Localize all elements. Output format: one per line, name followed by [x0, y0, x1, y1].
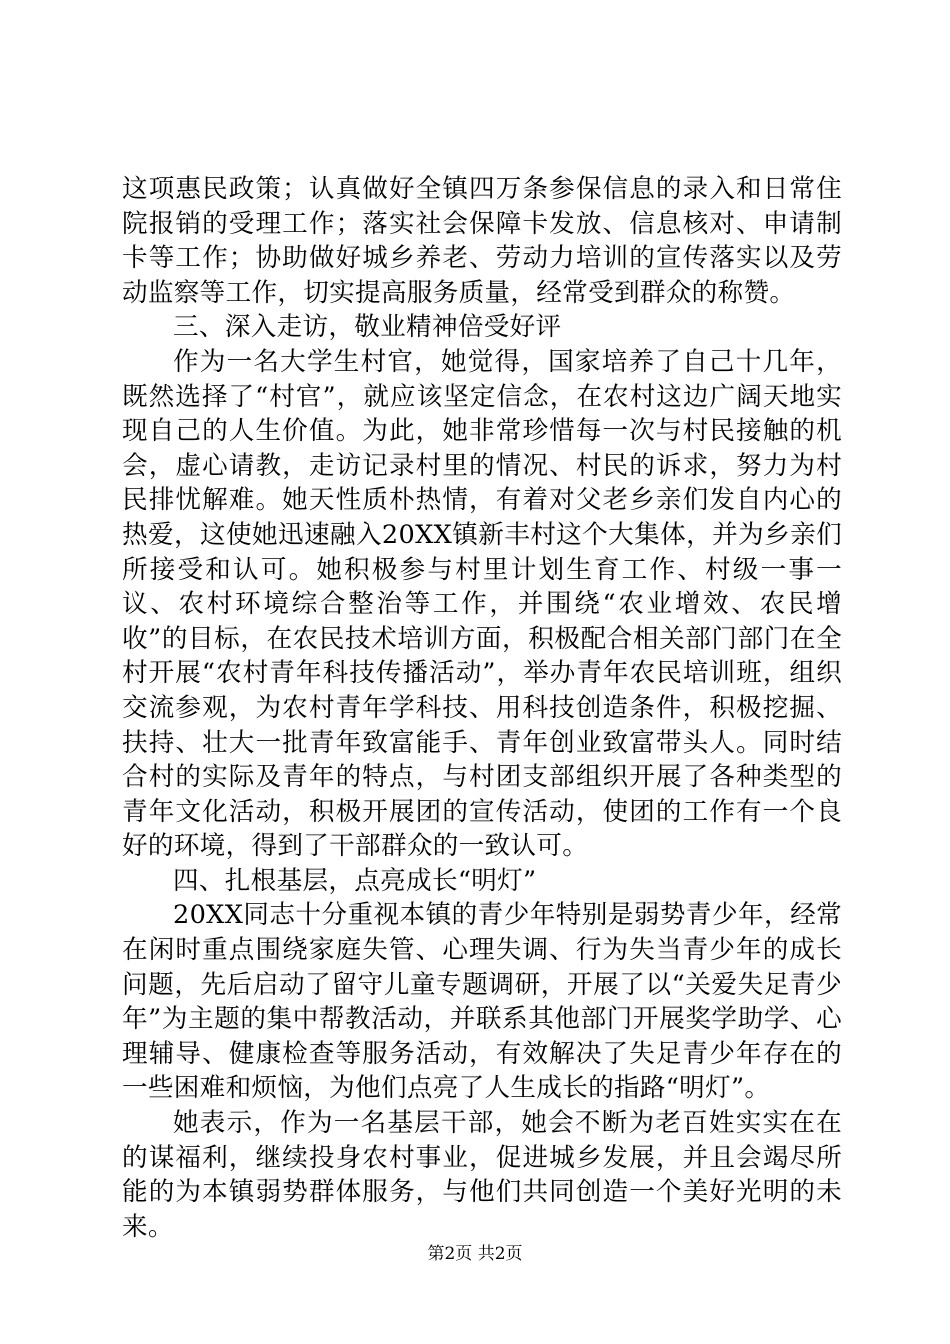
- page-number-footer: 第2页 共2页: [427, 1244, 523, 1264]
- section-heading-4: 四、扎根基层，点亮成长“明灯”: [173, 865, 537, 896]
- paragraph-closing-statement: 她表示，作为一名基层干部，她会不断为老百姓实实在在的谋福利，继续投身农村事业，促进城乡发展，并且会竭尽所能的为本镇弱势群体服务，与他们共同创造一个美好光明的未来。: [122, 1108, 842, 1242]
- paragraph-youth-care: 20XX同志十分重视本镇的青少年特别是弱势青少年，经常在闲时重点围绕家庭失管、心理失调、行为失当青少年的成长问题，先后启动了留守儿童专题调研，开展了以“关爱失足青少年”为主题的集中帮教活动，并联系其他部门开展奖学助学、心理辅导、健康检查等服务活动，有效解决了失足青少年存在的一些困难和烦恼，为他们点亮了人生成长的指路“明灯”。: [122, 900, 842, 1104]
- section-heading-3: 三、深入走访，敬业精神倍受好评: [173, 312, 562, 343]
- paragraph-policy-continuation: 这项惠民政策；认真做好全镇四万条参保信息的录入和日常住院报销的受理工作；落实社会保障卡发放、信息核对、申请制卡等工作；协助做好城乡养老、劳动力培训的宣传落实以及劳动监察等工作，切实提高服务质量，经常受到群众的称赞。: [122, 174, 842, 308]
- document-body: [122, 172, 842, 1244]
- paragraph-village-official: 作为一名大学生村官，她觉得，国家培养了自己十几年，既然选择了“村官”，就应该坚定信念，在农村这边广阔天地实现自己的人生价值。为此，她非常珍惜每一次与村民接触的机会，虚心请教，走访记录村里的情况、村民的诉求，努力为村民排忧解难。她天性质朴热情，有着对父老乡亲们发自内心的热爱，这使她迅速融入20XX镇新丰村这个大集体，并为乡亲们所接受和认可。她积极参与村里计划生育工作、村级一事一议、农村环境综合整治等工作，并围绕“农业增效、农民增收”的目标，在农民技术培训方面，积极配合相关部门部门在全村开展“农村青年科技传播活动”，举办青年农民培训班，组织交流参观，为农村青年学科技、用科技创造条件，积极挖掘、扶持、壮大一批青年致富能手、青年创业致富带头人。同时结合村的实际及青年的特点，与村团支部组织开展了各种类型的青年文化活动，积极开展团的宣传活动，使团的工作有一个良好的环境，得到了干部群众的一致认可。: [122, 346, 842, 862]
